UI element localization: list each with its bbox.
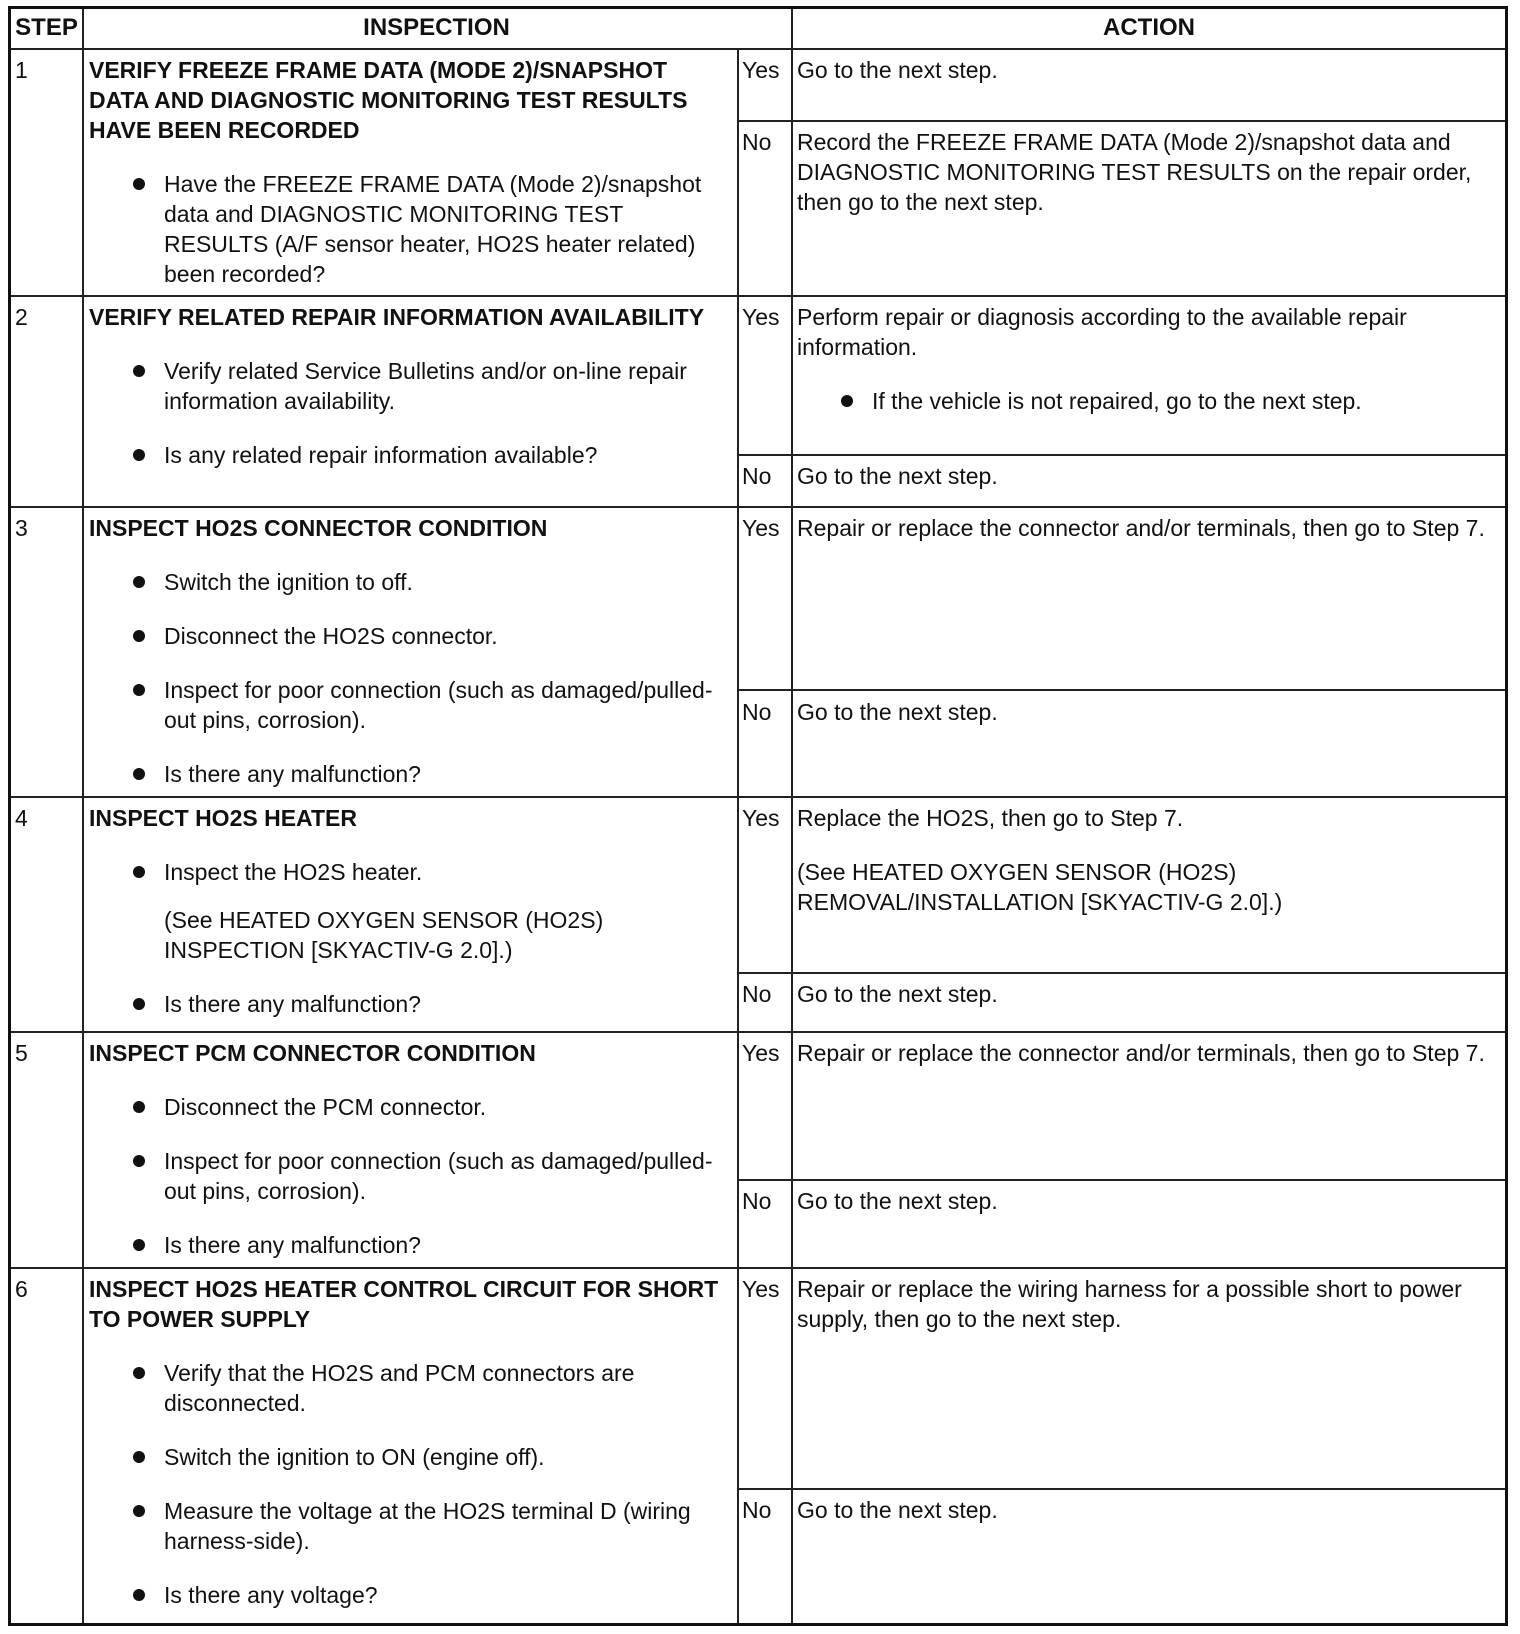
inspection-item: Is there any malfunction? bbox=[89, 1230, 729, 1260]
no-action: Go to the next step. bbox=[797, 1188, 998, 1214]
step-title: VERIFY RELATED REPAIR INFORMATION AVAILABILITY bbox=[89, 304, 705, 330]
bullet-icon bbox=[133, 1239, 145, 1251]
yes-action: Repair or replace the connector and/or terminals, then go to Step 7. bbox=[797, 515, 1485, 541]
column-divider bbox=[791, 9, 793, 1623]
inspection-cell bbox=[89, 513, 729, 813]
inspection-item: Inspect for poor connection (such as damaged/pulled-out pins, corrosion). bbox=[89, 675, 729, 735]
bullet-icon bbox=[133, 449, 145, 461]
header-divider bbox=[11, 48, 1505, 50]
yes-no-divider bbox=[737, 972, 1505, 974]
inspection-item: Switch the ignition to ON (engine off). bbox=[89, 1442, 729, 1472]
inspection-item: Have the FREEZE FRAME DATA (Mode 2)/snapshot data and DIAGNOSTIC MONITORING TEST RESULTS (A/F sensor heater, HO2S heater related) been recorded? bbox=[89, 169, 729, 289]
bullet-icon bbox=[133, 630, 145, 642]
yes-action: Go to the next step. bbox=[797, 57, 998, 83]
header-action: ACTION bbox=[1103, 14, 1195, 41]
inspection-item: Is there any malfunction? bbox=[89, 759, 729, 789]
yes-label: Yes bbox=[742, 1040, 780, 1066]
inspection-item: Disconnect the HO2S connector. bbox=[89, 621, 729, 651]
step-number: 2 bbox=[15, 304, 28, 330]
yes-no-divider bbox=[737, 120, 1505, 122]
step-number: 5 bbox=[15, 1040, 28, 1066]
yes-label: Yes bbox=[742, 515, 780, 541]
yes-label: Yes bbox=[742, 805, 780, 831]
step-number: 1 bbox=[15, 57, 28, 83]
no-action: Go to the next step. bbox=[797, 699, 998, 725]
yes-action: Perform repair or diagnosis according to the available repair information. If the vehicle is not repaired, go to the next step. bbox=[797, 302, 1497, 440]
inspection-item: Verify that the HO2S and PCM connectors are disconnected. bbox=[89, 1358, 729, 1418]
step-number: 6 bbox=[15, 1276, 28, 1302]
bullet-icon bbox=[841, 395, 853, 407]
step-title: INSPECT HO2S CONNECTOR CONDITION bbox=[89, 515, 548, 541]
yes-no-divider bbox=[737, 689, 1505, 691]
yes-no-divider bbox=[737, 1179, 1505, 1181]
bullet-icon bbox=[133, 1451, 145, 1463]
inspection-item: Inspect the HO2S heater. bbox=[89, 857, 729, 887]
yes-label: Yes bbox=[742, 57, 780, 83]
yes-label: Yes bbox=[742, 1276, 780, 1302]
inspection-item: Is there any malfunction? bbox=[89, 989, 729, 1019]
column-divider bbox=[82, 9, 84, 1623]
bullet-icon bbox=[133, 1505, 145, 1517]
action-item: If the vehicle is not repaired, go to the next step. bbox=[797, 386, 1497, 416]
no-label: No bbox=[742, 699, 772, 725]
inspection-cell bbox=[89, 803, 729, 1043]
reference-note: (See HEATED OXYGEN SENSOR (HO2S) REMOVAL/INSTALLATION [SKYACTIV-G 2.0].) bbox=[797, 859, 1283, 915]
step-number: 3 bbox=[15, 515, 28, 541]
step-title: INSPECT HO2S HEATER bbox=[89, 805, 357, 831]
no-label: No bbox=[742, 463, 772, 489]
inspection-cell bbox=[89, 302, 729, 494]
yes-no-divider bbox=[737, 1488, 1505, 1490]
inspection-item: Verify related Service Bulletins and/or on-line repair information availability. bbox=[89, 356, 729, 416]
bullet-icon bbox=[133, 1367, 145, 1379]
inspection-cell bbox=[89, 1274, 729, 1634]
inspection-item: Inspect for poor connection (such as damaged/pulled-out pins, corrosion). bbox=[89, 1146, 729, 1206]
no-label: No bbox=[742, 1497, 772, 1523]
bullet-icon bbox=[133, 684, 145, 696]
yes-action: Repair or replace the connector and/or terminals, then go to Step 7. bbox=[797, 1040, 1485, 1066]
no-action: Record the FREEZE FRAME DATA (Mode 2)/snapshot data and DIAGNOSTIC MONITORING TEST RESULTS on the repair order, then go to the next step. bbox=[797, 129, 1472, 215]
yes-action: Repair or replace the wiring harness for a possible short to power supply, then go to the next step. bbox=[797, 1276, 1462, 1332]
bullet-icon bbox=[133, 1589, 145, 1601]
diagnostic-table bbox=[8, 6, 1508, 1626]
step-number: 4 bbox=[15, 805, 28, 831]
inspection-cell bbox=[89, 1038, 729, 1284]
bullet-icon bbox=[133, 178, 145, 190]
no-action: Go to the next step. bbox=[797, 981, 998, 1007]
step-title: INSPECT HO2S HEATER CONTROL CIRCUIT FOR SHORT TO POWER SUPPLY bbox=[89, 1276, 719, 1332]
inspection-cell bbox=[89, 55, 729, 313]
header-inspection: INSPECTION bbox=[363, 14, 510, 41]
bullet-icon bbox=[133, 365, 145, 377]
header-step: STEP bbox=[15, 14, 78, 41]
inspection-item: Switch the ignition to off. bbox=[89, 567, 729, 597]
inspection-item: Is any related repair information available? bbox=[89, 440, 729, 470]
no-label: No bbox=[742, 129, 772, 155]
no-label: No bbox=[742, 981, 772, 1007]
column-divider bbox=[737, 49, 739, 1623]
bullet-icon bbox=[133, 866, 145, 878]
bullet-icon bbox=[133, 576, 145, 588]
bullet-icon bbox=[133, 1101, 145, 1113]
yes-label: Yes bbox=[742, 304, 780, 330]
step-title: INSPECT PCM CONNECTOR CONDITION bbox=[89, 1040, 536, 1066]
yes-action: Replace the HO2S, then go to Step 7. (See HEATED OXYGEN SENSOR (HO2S) REMOVAL/INSTALLATION [SKYACTIV-G 2.0].) bbox=[797, 803, 1497, 941]
reference-note: (See HEATED OXYGEN SENSOR (HO2S) INSPECTION [SKYACTIV-G 2.0].) bbox=[164, 907, 604, 963]
no-label: No bbox=[742, 1188, 772, 1214]
inspection-item: Is there any voltage? bbox=[89, 1580, 729, 1610]
bullet-icon bbox=[133, 768, 145, 780]
step-title: VERIFY FREEZE FRAME DATA (MODE 2)/SNAPSHOT DATA AND DIAGNOSTIC MONITORING TEST RESULTS HAVE BEEN RECORDED bbox=[89, 57, 688, 143]
yes-no-divider bbox=[737, 454, 1505, 456]
inspection-item: Disconnect the PCM connector. bbox=[89, 1092, 729, 1122]
bullet-icon bbox=[133, 1155, 145, 1167]
no-action: Go to the next step. bbox=[797, 463, 998, 489]
no-action: Go to the next step. bbox=[797, 1497, 998, 1523]
bullet-icon bbox=[133, 998, 145, 1010]
inspection-item: Measure the voltage at the HO2S terminal D (wiring harness-side). bbox=[89, 1496, 729, 1556]
